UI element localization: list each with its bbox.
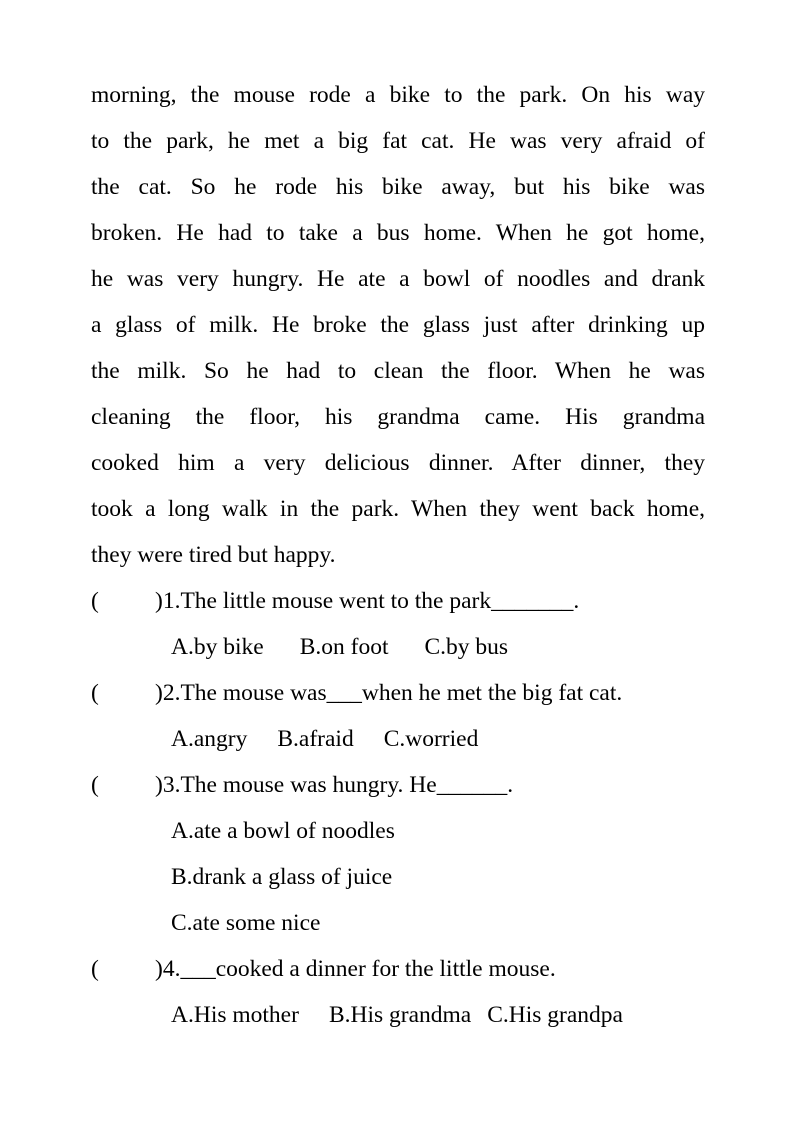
passage-line: to the park, he met a big fat cat. He was very afraid of xyxy=(91,128,705,154)
question-4 xyxy=(91,946,731,992)
passage-line: cooked him a very delicious dinner. After dinner, they xyxy=(91,450,705,476)
answer-bracket[interactable]: ( xyxy=(91,956,99,982)
answer-bracket[interactable]: ( xyxy=(91,588,99,614)
question-stem: )1.The little mouse went to the park_______. xyxy=(155,588,580,614)
passage-line: morning, the mouse rode a bike to the park. On his way xyxy=(91,82,705,108)
question-1-options xyxy=(171,624,508,670)
passage-line: he was very hungry. He ate a bowl of noodles and drank xyxy=(91,266,705,292)
question-1 xyxy=(91,578,731,624)
answer-bracket[interactable]: ( xyxy=(91,772,99,798)
question-stem: )4.___cooked a dinner for the little mouse. xyxy=(155,956,556,982)
option-c: C.His grandpa xyxy=(487,1002,623,1028)
answer-bracket[interactable]: ( xyxy=(91,680,99,706)
option-a: A.His mother xyxy=(171,1002,299,1028)
option-b: B.drank a glass of juice xyxy=(171,864,393,890)
question-2 xyxy=(91,670,731,716)
question-2-options xyxy=(171,716,478,762)
option-b: B.His grandma xyxy=(328,1002,472,1028)
passage-line: the cat. So he rode his bike away, but his bike was xyxy=(91,174,705,200)
option-a: A.angry xyxy=(171,726,248,752)
option-a: A.ate a bowl of noodles xyxy=(171,818,395,844)
passage-line: took a long walk in the park. When they went back home, xyxy=(91,496,705,522)
passage-line: cleaning the floor, his grandma came. His grandma xyxy=(91,404,705,430)
option-c: C.worried xyxy=(383,726,479,752)
option-b: B.on foot xyxy=(299,634,389,660)
option-a: A.by bike xyxy=(171,634,264,660)
question-3 xyxy=(91,762,731,808)
passage-line: broken. He had to take a bus home. When he got home, xyxy=(91,220,705,246)
reading-passage xyxy=(91,72,705,578)
option-c: C.by bus xyxy=(424,634,509,660)
question-stem: )2.The mouse was___when he met the big fat cat. xyxy=(155,680,623,706)
question-4-options xyxy=(171,992,623,1038)
option-c: C.ate some nice xyxy=(171,910,321,936)
passage-line: a glass of milk. He broke the glass just after drinking up xyxy=(91,312,705,338)
passage-line: they were tired but happy. xyxy=(91,542,336,568)
passage-line: the milk. So he had to clean the floor. When he was xyxy=(91,358,705,384)
question-stem: )3.The mouse was hungry. He______. xyxy=(155,772,514,798)
option-b: B.afraid xyxy=(277,726,354,752)
